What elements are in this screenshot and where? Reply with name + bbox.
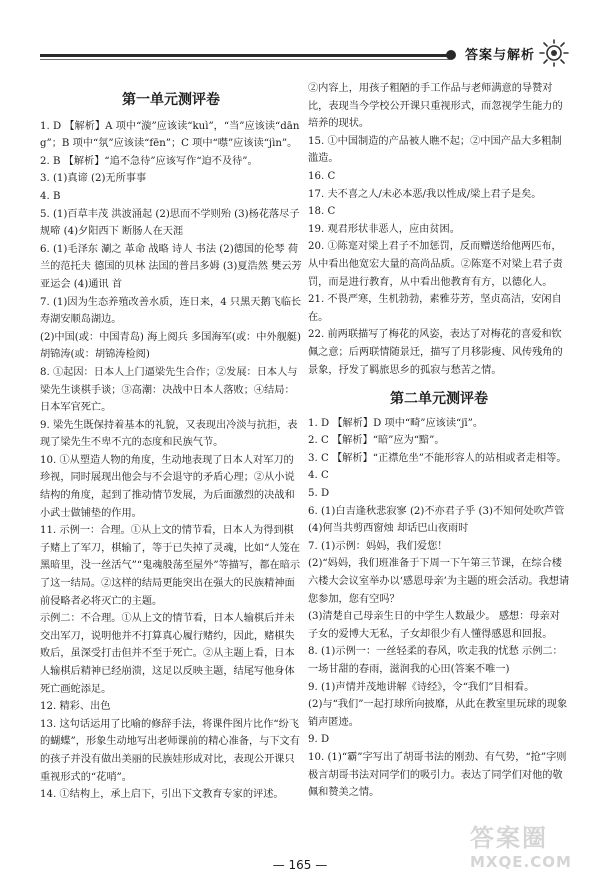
answer-item: ②内容上，用孩子粗陋的手工作品与老师满意的导赞对比，表现当今学校公开课只重视形式，而忽视学生能力的培养的现状。 — [308, 83, 563, 130]
header-title: 答案与解析 — [465, 48, 536, 63]
answer-item: (3)清楚自己母亲生日的中学生人数最少。 感想：母亲对子女的爱博大无私，子女却很少有人懂得感恩和回报。 — [308, 611, 560, 640]
section-title-unit-1: 第一单元测评卷 — [122, 92, 220, 108]
answer-item: 3. (1)真谛 (2)无所事事 — [40, 173, 147, 185]
answer-item: 5. D — [308, 488, 330, 500]
page-number: — 165 — — [272, 858, 328, 872]
header-rule — [40, 54, 450, 57]
answer-item: 22. 前两联描写了梅花的风姿，表达了对梅花的喜爱和钦佩之意；后两联情随景迁，描写了月移影瘦、风传残角的景象，抒发了羁旅思乡的孤寂与愁苦之情。 — [308, 329, 563, 376]
answer-item: 2. C 【解析】“暗”应为“黯”。 — [308, 435, 445, 447]
answer-item: 10. ①从塑造人物的角度，生动地表现了日本人对军刀的珍视，同时展现出他会与不会退守的矛盾心理；②从小说结构的角度，起到了推动情节发展，为后面激烈的决战和小武士做铺垫的作用。 — [40, 454, 295, 519]
answer-item: 15. ①中国制造的产品被人瞧不起；②中国产品大多粗制滥造。 — [308, 135, 562, 165]
answer-item: 6. (1)毛泽东 涮之 革命 战略 诗人 书法 (2)德国的伦琴 荷兰的范托夫 德国的贝林 法国的普吕多姆 (3)夏浩然 樊云芳 亚运会 (4)通讯 首 — [40, 243, 302, 290]
answer-item: 3. C 【解析】“正襟危坐”不能形容人的站相或者走相等。 — [308, 452, 567, 464]
answer-item: 1. D 【解析】A 项中“漩”应该读“kuì”，“当”应该读“dāng”；B 项中“氛”应该读“fēn”；C 项中“噤”应该读“jìn”。 — [40, 120, 300, 150]
left-column — [40, 80, 302, 804]
answer-item: 6. (1)白吉逢秋悲寂寥 (2)不亦君子乎 (3)不知何处吹芦管 (4)何当共剪西窗烛 却话巴山夜雨时 — [308, 505, 565, 535]
header-rule-thin — [40, 59, 450, 60]
sun-logo-icon — [536, 38, 572, 68]
answer-item: 9. 梁先生既保持着基本的礼貌，又表现出冷淡与抗拒，表现了梁先生不卑不亢的态度和民族气节。 — [40, 419, 298, 449]
answer-item: 21. 不畏严寒，生机勃勃，素雅芬芳，坚贞高洁，安闲自在。 — [308, 294, 562, 323]
answer-item: 7. (1)因为生态养殖改善水质，连日来，4 只黑天鹅飞临长寿湖安顺岛湖边。 — [40, 296, 302, 326]
header-bullet-icon — [446, 50, 456, 60]
answer-item: 20. ①陈寔对梁上君子不加惩罚，反而赠送给他两匹布，从中看出他宽宏大量的高尚品质。②陈寔不对梁上君子责罚，而是进行教育，从中看出他教育有方，以德化人。 — [308, 241, 563, 288]
answer-item: 9. D — [308, 734, 330, 746]
answer-item: 9. (1)声情并茂地讲解《诗经》，令“我们”目相看。 — [308, 681, 535, 693]
answer-item: 10. (1)“霸”字写出了胡哥书法的刚劲、有气势，“抢”字则极言胡哥书法对同学们的吸引力。表达了同学们对他的敬佩和赞美之情。 — [308, 751, 567, 799]
answer-item: 17. 夫不喜之人/未必本恶/我以性成/梁上君子是矣。 — [308, 188, 542, 200]
answer-item: 5. (1)百草丰茂 洪波涌起 (2)思而不学则殆 (3)杨花落尽子规啼 (4)夕阳西下 断肠人在天涯 — [40, 208, 300, 238]
answer-item: 16. C — [308, 170, 336, 182]
answer-item: 2. B 【解析】“追不急待”应该写作“迫不及待”。 — [40, 155, 258, 167]
answer-item: (2)“妈妈，我们班准备于下周一下午第三节课，在综合楼六楼大会议室举办以‘感恩母亲’为主题的班会活动。我想请您参加，您有空吗？ — [308, 558, 570, 605]
answer-item: 19. 观君形状非恶人，应由贫困。 — [308, 223, 460, 235]
answer-item: 8. ①起因：日本人上门逼梁先生合作；②发展：日本人与梁先生谈棋手谈；③高潮：决战中日本人落败；④结局：日本军官死亡。 — [40, 366, 298, 414]
watermark-line1: 答案圈 — [470, 824, 548, 852]
answer-item: (2)中国(或：中国青岛) 海上阅兵 多国海军(或：中外舰艇) 胡锦涛(或：胡锦涛检阅) — [40, 331, 301, 361]
answer-item: 1. D 【解析】D 项中“畸”应该读“jī”。 — [308, 417, 484, 429]
answer-item: 13. 这句话运用了比喻的修辞手法，将课件图片比作“纷飞的蝴蝶”，形象生动地写出老师课前的精心准备，与下文有的孩子并没有做出美丽的民族娃形成对比，表现公开课只重视形式的“花哨”。 — [40, 718, 300, 783]
watermark-line2: MXQE.COM — [470, 853, 572, 871]
answer-item: 18. C — [308, 206, 336, 218]
answer-item: 8. (1)示例一：一丝轻柔的春风，吹走我的忧愁 示例二：一场甘甜的春雨，滋润我的心田(答案不唯一) — [308, 646, 563, 675]
answer-item: (2)与“我们”一起打球所向披靡，从此在教室里玩球的现象销声匿迹。 — [308, 699, 568, 728]
answer-item: 4. B — [40, 190, 61, 202]
answer-item: 14. ①结构上，承上启下，引出下文教育专家的评述。 — [40, 789, 284, 801]
right-column — [308, 80, 570, 802]
answer-item: 示例二：不合理。①从上文的情节看，日本人输棋后并未交出军刀，说明他并不打算真心履行赌约，因此，赌棋失败后，虽深受打击但并不至于死亡。②从主题上看，日本人输棋后精神已经崩溃，这足以反映主题，结尾写他身体死亡画蛇添足。 — [40, 613, 295, 695]
answer-item: 12. 精彩、出色 — [40, 701, 111, 713]
section-title-unit-2: 第二单元测评卷 — [390, 391, 488, 408]
answer-item: 11. 示例一：合理。①从上文的情节看，日本人为得到棋子赌上了军刀，棋输了，等于已失掉了灵魂，比如“人笼在黑暗里，没一丝活气”“鬼魂般荡至屋外”等描写，都在暗示了这一结局。②这样的结局更能突出在强大的民族精神面前侵略者必将灭亡的主题。 — [40, 525, 301, 607]
answer-item: 4. C — [308, 470, 329, 482]
answer-item: 7. (1)示例：妈妈，我们爱您！ — [308, 540, 448, 552]
